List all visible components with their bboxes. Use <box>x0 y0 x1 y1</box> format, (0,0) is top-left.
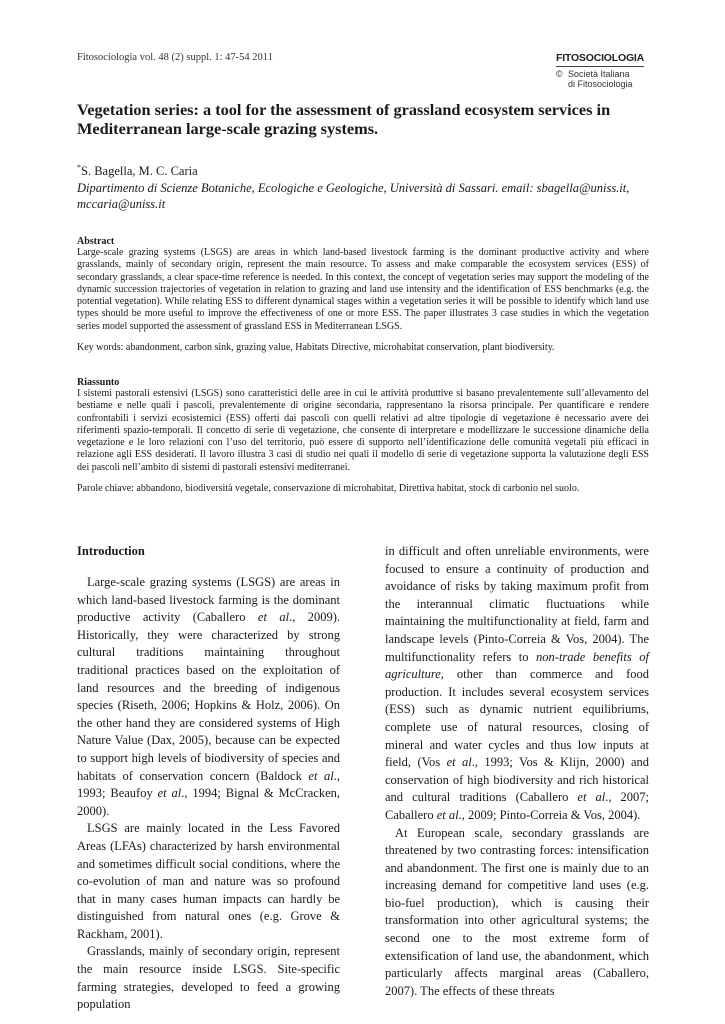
paper-title: Vegetation series: a tool for the assessment of grassland ecosystem services in Mediterranean large-scale grazing systems. <box>77 100 611 138</box>
copyright-symbol: © <box>556 69 563 79</box>
body-paragraph <box>385 825 649 1001</box>
text-run: ., 2009; Pinto-Correia & Vos, 2004). <box>458 807 641 822</box>
publisher-logo <box>556 48 676 89</box>
riassunto-text: I sistemi pastorali estensivi (LSGS) sono caratteristici delle aree in cui le attività produttive si basano prevalentemente sull’allevamento del bestiame e nelle quali i pascoli, prevalentemente di origine secondaria, rappresentano la risorsa principale. Per quantificare e rendere confrontabili i servizi ecosistemici (ESS) offerti dai pascoli con quelli relativi ad altre tipologie di vegetazione è necessario avere dei riferimenti spazio-temporali. Il concetto di serie di vegetazione, che consente di interpretare e modellizzare le successione dinamiche della vegetazione e le loro relazioni con l’uso del territorio, può essere di supporto nell’identificazione delle comunità vegetali più efficaci in relazione agli ESS desiderati. Il lavoro illustra 3 casi di studio nei quali il modello di serie di vegetazione supporta la valutazione degli ESS dei pascoli nell’ambito di sistemi di pastorali estensivi mediterranei. <box>77 388 649 473</box>
introduction-heading: Introduction <box>77 544 145 558</box>
keywords: Key words: abandonment, carbon sink, grazing value, Habitats Directive, microhabitat conservation, plant biodiversity. <box>77 342 555 353</box>
body-paragraph <box>385 543 649 825</box>
italic-run: et al <box>577 790 606 805</box>
italic-run: et al <box>157 786 182 801</box>
text-run: Large-scale grazing systems (LSGS) are areas in which land-based livestock farming is the dominant productive activity (Caballero <box>77 575 340 625</box>
text-run: ., 2007; Caballero <box>385 790 649 822</box>
text-run: At European scale, secondary grasslands are threatened by two contrasting forces: intensification and abandonment. The first one is mainly due to an increasing demand for competitive land uses (e.g. bio-fuel production), which is causing their transformation into other agricultural systems; the second one to the most extreme form of extensification of land use, the abandonment, which particularly affects marginal areas (Caballero, 2007). The effects of these threats <box>385 825 649 998</box>
italic-run: et al <box>446 755 472 770</box>
logo-society-line2: di Fitosociologia <box>568 79 633 89</box>
text-run: ., 1994; Bignal & McCracken, 2000). <box>77 786 340 818</box>
body-column-left <box>77 574 340 1014</box>
body-paragraph <box>77 820 340 943</box>
italic-run: et al <box>436 807 459 822</box>
logo-wordmark: FITOSOCIOLOGIA <box>556 51 644 67</box>
abstract-heading: Abstract <box>77 236 115 247</box>
text-run: ., 1993; Beaufoy <box>77 768 340 801</box>
text-run: Grasslands, mainly of secondary origin, represent the main resource inside LSGS. Site-specific farming strategies, developed to feed a growing population <box>77 944 340 1012</box>
author-mark: * <box>77 163 81 172</box>
authors: S. Bagella, M. C. Caria <box>81 164 198 179</box>
riassunto-section <box>77 377 649 474</box>
abstract-section <box>77 236 649 333</box>
logo-society-line1: Società Italiana <box>568 69 630 79</box>
text-run: LSGS are mainly located in the Less Favored Areas (LFAs) characterized by harsh environmental and sometimes difficult social conditions, where the co-evolution of man and nature was so profound that in many cases human impacts can hardly be distinguished from natural ones (e.g. Grove & Rackham, 2001). <box>77 821 340 941</box>
italic-run: et al <box>257 610 290 625</box>
parole-chiave: Parole chiave: abbandono, biodiversità vegetale, conservazione di microhabitat, Direttiva habitat, stock di carbonio nel suolo. <box>77 483 580 494</box>
affiliation: Dipartimento di Scienze Botaniche, Ecologiche e Geologiche, Università di Sassari. email: sbagella@uniss.it, mccaria@uniss.it <box>77 181 630 211</box>
italic-run: non-trade benefits of agriculture <box>385 649 649 682</box>
text-run: ., 2009). Historically, they were characterized by strong cultural traditions maintaining throughout traditional practices based on the exploitation of land resources and the breeding of indigenous species (Riseth, 2006; Hopkins & Holz, 2006). On the other hand they are considered systems of High Nature Value (Dax, 2005), because can be expected to support high levels of biodiversity of species and habitats of conservation concern (Baldock <box>77 610 341 783</box>
riassunto-heading: Riassunto <box>77 377 120 388</box>
body-paragraph <box>77 574 340 820</box>
journal-citation: Fitosociologia vol. 48 (2) suppl. 1: 47-54 2011 <box>77 52 273 63</box>
body-paragraph <box>77 943 340 1013</box>
author-list <box>77 163 198 179</box>
text-run: , other than commerce and food production. It includes several ecosystem services (ESS) such as dynamic nutrient equilibriums, complete use of natural resources, closing of mineral and water cycles and thus low inputs at field, (Vos <box>385 667 649 770</box>
body-column-right <box>385 543 649 1000</box>
text-run: ., 1993; Vos & Klijn, 2000) and conservation of high biodiversity and rich historical and cultural traditions (Caballero <box>385 755 649 805</box>
italic-run: et al <box>308 768 334 783</box>
text-run: in difficult and often unreliable environments, were focused to ensure a continuity of production and avoidance of risks by taking maximum profit from the interannual climatic fluctuations while maintaining the multifunctionality at field, farm and landscape levels (Pinto-Correia & Vos, 2004). The multifunctionality refers to <box>385 544 649 664</box>
abstract-text: Large-scale grazing systems (LSGS) are areas in which land-based livestock farming is the dominant productive activity and where grasslands, mainly of secondary origin, represent the main resource. To assess and make comparable the ecosystem services (ESS) of secondary grasslands, a clear space-time reference is needed. In this context, the concept of vegetation series may support the modeling of the dynamic succession trajectories of vegetation in relation to grazing and land use intensity and the identification of ESS benchmarks (e.g. the potential vegetation). While relating ESS to different dynamical stages within a vegetation series it will be possible to identify which land use types should be more useful to improve the effectiveness of one or more ESS. The paper illustrates 3 case studies in which the vegetation series model supported the assessment of grassland ESS in Mediterranean LSGS. <box>77 247 649 332</box>
